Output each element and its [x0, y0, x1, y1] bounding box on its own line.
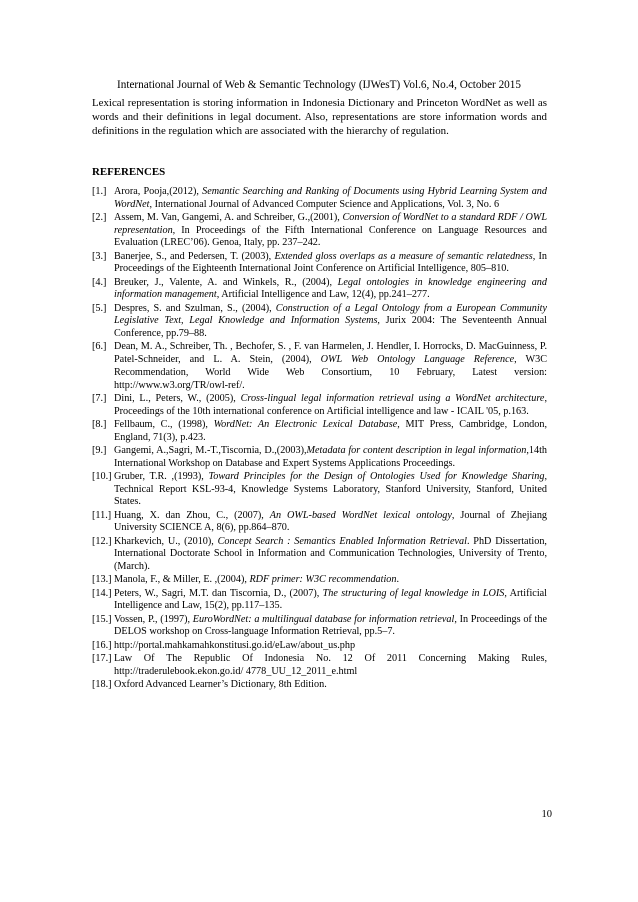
reference-details: , W3C Recommendation, World Wide Web Consortium, 10 February, Latest version: http://www.w3.org/TR/owl-ref/. — [114, 354, 548, 391]
reference-number: [9.] — [92, 444, 107, 456]
reference-details: , Proceedings of the 10th international conference on Artificial intelligence and law - ICAIL '05, p.163. — [114, 392, 547, 417]
reference-title: WordNet: An Electronic Lexical Database — [213, 418, 398, 430]
reference-details: . — [396, 574, 400, 586]
reference-number: [13.] — [92, 574, 112, 586]
reference-authors: Dean, M. A., Schreiber, Th. , Bechofer, S. , F. van Harmelen, J. Hendler, I. Horrocks, D. MacGuinness, P. Patel-Schneider, and L. A. Stein, (2004), — [114, 341, 547, 366]
reference-authors: Banerjee, S., and Pedersen, T. (2003), — [114, 250, 275, 262]
reference-title: Metadata for content description in legal information — [306, 444, 527, 456]
reference-item — [92, 419, 547, 444]
reference-text — [114, 341, 547, 390]
reference-number: [12.] — [92, 535, 112, 547]
reference-number: [7.] — [92, 392, 107, 404]
reference-title: An OWL-based WordNet lexical ontology — [269, 509, 452, 521]
page-number: 10 — [541, 809, 552, 820]
reference-text — [114, 251, 547, 275]
reference-number: [14.] — [92, 587, 112, 599]
reference-details: In Proceedings of the Fifth International Conference on Language Resources and Evaluation (LREC’06). Genoa, Italy, pp. 237–242. — [114, 224, 547, 249]
reference-number: [17.] — [92, 652, 112, 664]
reference-item — [92, 303, 547, 341]
reference-details: , Journal of Zhejiang University SCIENCE A, 8(6), pp.864–870. — [114, 509, 548, 534]
reference-text — [114, 303, 547, 339]
reference-details: . PhD Dissertation, International Doctorate School in Information and Communication Technologies, University of Trento, (March). — [114, 535, 547, 572]
reference-item — [92, 640, 547, 653]
intro-paragraph: Lexical representation is storing information in Indonesia Dictionary and Princeton WordNet as well as words and their definitions in legal document. Also, representations are store information words and definitions in the regulation which are associated with the hierarchy of regulation. — [92, 97, 547, 137]
reference-details: In Proceedings of the Eighteenth International Joint Conference on Artificial Intelligence, 805–810. — [114, 250, 547, 275]
reference-number: [15.] — [92, 613, 112, 625]
reference-number: [16.] — [92, 639, 112, 651]
reference-text — [114, 471, 547, 507]
reference-item — [92, 536, 547, 574]
reference-title: Conversion of WordNet to a standard RDF / OWL representation, — [114, 212, 547, 236]
reference-authors: Dini, L., Peters, W., (2005), — [114, 392, 241, 404]
reference-details: , MIT Press, Cambridge, London, England, 71(3), p.423. — [114, 418, 548, 443]
reference-item — [92, 445, 547, 470]
reference-authors: Law Of The Republic Of Indonesia No. 12 Of 2011 Concerning Making Rules, http://traderulebook.ekon.go.id/ 4778_UU_12_2011_e.html — [114, 652, 547, 677]
references-heading: REFERENCES — [92, 166, 166, 178]
reference-details: ,14th International Workshop on Database and Expert Systems Applications Proceedings. — [114, 444, 547, 469]
reference-item — [92, 277, 547, 302]
reference-details: , In Proceedings of the DELOS workshop on Cross-language Information Retrieval, pp.5–7. — [114, 613, 547, 638]
reference-details: , Artificial Intelligence and Law, 12(4), pp.241–277. — [216, 289, 430, 301]
reference-authors: Arora, Pooja,(2012), — [114, 186, 203, 197]
reference-number: [11.] — [92, 509, 112, 521]
reference-authors: Peters, W., Sagri, M.T. dan Tiscornia, D., (2007), — [114, 587, 323, 599]
reference-item — [92, 510, 547, 535]
reference-text — [114, 277, 547, 301]
reference-text — [114, 574, 399, 585]
reference-title: Semantic Searching and Ranking of Documents using Hybrid Learning System and WordNet — [114, 186, 547, 210]
reference-number: [5.] — [92, 302, 107, 314]
journal-header: International Journal of Web & Semantic Technology (IJWesT) Vol.6, No.4, October 2015 — [117, 79, 521, 91]
reference-title: Extended gloss overlaps as a measure of semantic relatedness, — [274, 250, 536, 262]
reference-item — [92, 393, 547, 418]
reference-title: The structuring of legal knowledge in LOIS — [322, 587, 505, 599]
reference-number: [4.] — [92, 276, 107, 288]
reference-authors: Manola, F., & Miller, E. ,(2004), — [114, 574, 250, 586]
reference-authors: http://portal.mahkamahkonstitusi.go.id/eLaw/about_us.php — [114, 639, 356, 651]
reference-authors: Vossen, P., (1997), — [114, 613, 193, 625]
reference-authors: Fellbaum, C., (1998), — [114, 418, 214, 430]
reference-text — [114, 212, 547, 248]
reference-text — [114, 419, 547, 443]
reference-number: [18.] — [92, 678, 112, 690]
reference-item — [92, 679, 547, 692]
reference-text — [114, 393, 547, 417]
reference-text — [114, 445, 547, 469]
reference-item — [92, 341, 547, 392]
reference-title: EuroWordNet: a multilingual database for information retrieval — [192, 613, 455, 625]
reference-number: [1.] — [92, 186, 107, 197]
reference-text — [114, 679, 327, 690]
reference-authors: Gangemi, A.,Sagri, M.-T.,Tiscornia, D.,(2003), — [114, 444, 307, 456]
reference-details: , International Journal of Advanced Computer Science and Applications, Vol. 3, No. 6 — [149, 198, 500, 210]
reference-item — [92, 614, 547, 639]
reference-details: , Technical Report KSL-93-4, Knowledge Systems Laboratory, Stanford University, Stanford, United States. — [114, 470, 547, 508]
reference-title: RDF primer: W3C recommendation — [249, 574, 397, 586]
reference-item — [92, 186, 547, 211]
reference-text — [114, 510, 547, 534]
reference-text — [114, 653, 547, 677]
reference-details: , Artificial Intelligence and Law, 15(2), pp.117–135. — [114, 587, 547, 612]
reference-authors: Gruber, T.R. ,(1993), — [114, 470, 209, 482]
reference-title: Legal ontologies in knowledge engineering and information management — [114, 276, 547, 301]
reference-title: Concept Search : Semantics Enabled Information Retrieval — [217, 535, 467, 547]
reference-title: OWL Web Ontology Language Reference — [320, 354, 515, 366]
reference-item — [92, 212, 547, 250]
reference-authors: Despres, S. and Szulman, S., (2004), — [114, 302, 276, 314]
reference-number: [10.] — [92, 470, 112, 482]
reference-text — [114, 588, 547, 612]
reference-item — [92, 471, 547, 509]
reference-title: Toward Principles for the Design of Ontologies Used for Knowledge Sharing — [208, 470, 545, 482]
reference-item — [92, 574, 547, 587]
reference-authors: Breuker, J., Valente, A. and Winkels, R., (2004), — [114, 276, 338, 288]
reference-item — [92, 251, 547, 276]
references-list — [92, 186, 547, 692]
reference-text — [114, 640, 355, 651]
reference-item — [92, 653, 547, 678]
reference-text — [114, 536, 547, 572]
reference-authors: Kharkevich, U., (2010), — [114, 535, 218, 547]
reference-authors: Assem, M. Van, Gangemi, A. and Schreiber, G.,(2001), — [114, 212, 343, 223]
reference-number: [3.] — [92, 250, 107, 262]
reference-text — [114, 614, 547, 638]
reference-number: [2.] — [92, 212, 107, 223]
reference-title: Cross-lingual legal information retrieval using a WordNet architecture — [240, 392, 545, 404]
reference-title: Construction of a Legal Ontology from a European Community Legislative Text, Legal Knowledge and Information Systems — [114, 302, 547, 327]
reference-number: [8.] — [92, 418, 107, 430]
reference-authors: Huang, X. dan Zhou, C., (2007), — [114, 509, 270, 521]
reference-details: , Jurix 2004: The Seventeenth Annual Conference, pp.79–88. — [114, 315, 548, 340]
reference-authors: Oxford Advanced Learner’s Dictionary, 8th Edition. — [114, 678, 327, 690]
reference-number: [6.] — [92, 341, 107, 353]
reference-text — [114, 186, 547, 210]
reference-item — [92, 588, 547, 613]
